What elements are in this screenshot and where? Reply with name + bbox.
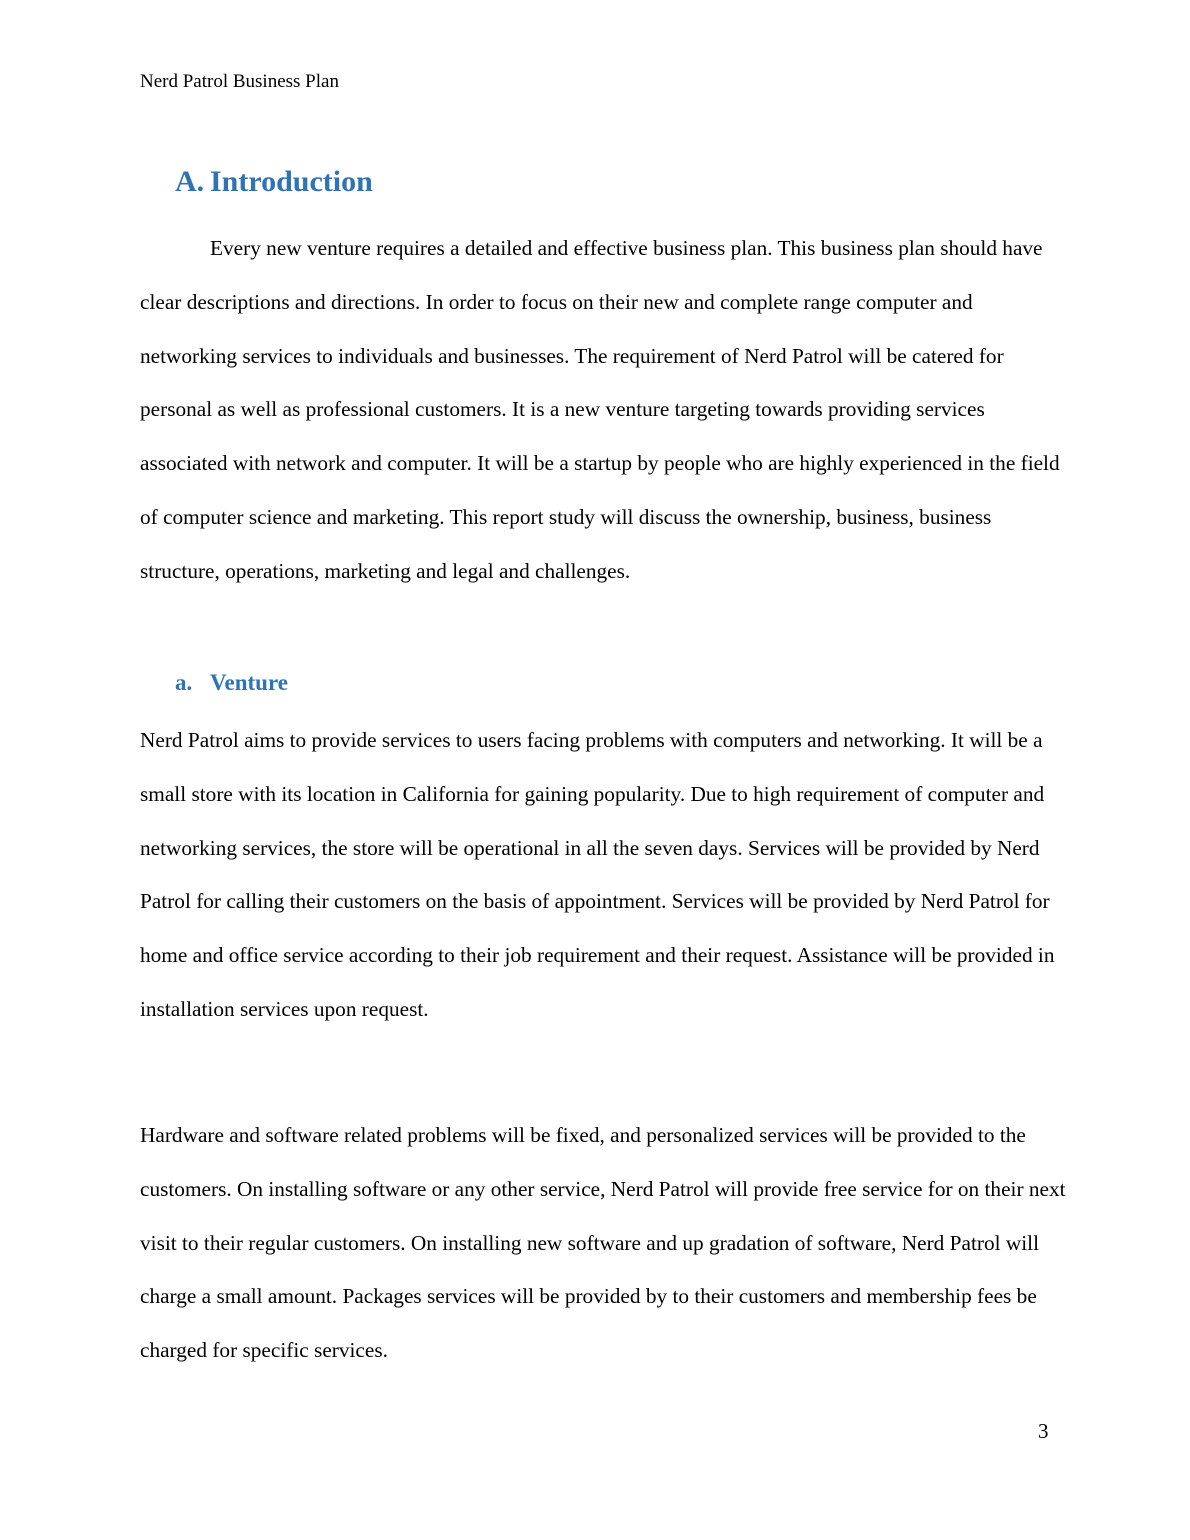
subsection-heading — [175, 668, 288, 698]
section-heading — [175, 162, 373, 202]
section-number: A. — [175, 165, 205, 198]
subsection-title: Venture — [210, 670, 288, 695]
venture-paragraph-2: Hardware and software related problems will be fixed, and personalized services will be provided to the customers. On installing software or any other service, Nerd Patrol will provide free service for on their next visit to their regular customers. On installing new software and up gradation of software, Nerd Patrol will charge a small amount. Packages services will be provided by to their customers and membership fees be charged for specific services. — [140, 1123, 1066, 1362]
section-title: Introduction — [210, 165, 373, 198]
intro-paragraph: Every new venture requires a detailed and effective business plan. This business plan should have clear descriptions and directions. In order to focus on their new and complete range computer and networking services to individuals and businesses. The requirement of Nerd Patrol will be catered for personal as well as professional customers. It is a new venture targeting towards providing services associated with network and computer. It will be a startup by people who are highly experienced in the field of computer science and marketing. This report study will discuss the ownership, business, business structure, operations, marketing and legal and challenges. — [140, 236, 1060, 583]
subsection-number: a. — [175, 670, 193, 695]
running-header: Nerd Patrol Business Plan — [140, 71, 339, 92]
venture-paragraph-1: Nerd Patrol aims to provide services to users facing problems with computers and networking. It will be a small store with its location in California for gaining popularity. Due to high requirement of computer and networking services, the store will be operational in all the seven days. Services will be provided by Nerd Patrol for calling their customers on the basis of appointment. Services will be provided by Nerd Patrol for home and office service according to their job requirement and their request. Assistance will be provided in installation services upon request. — [140, 728, 1055, 1021]
page-number: 3 — [1038, 1419, 1049, 1443]
